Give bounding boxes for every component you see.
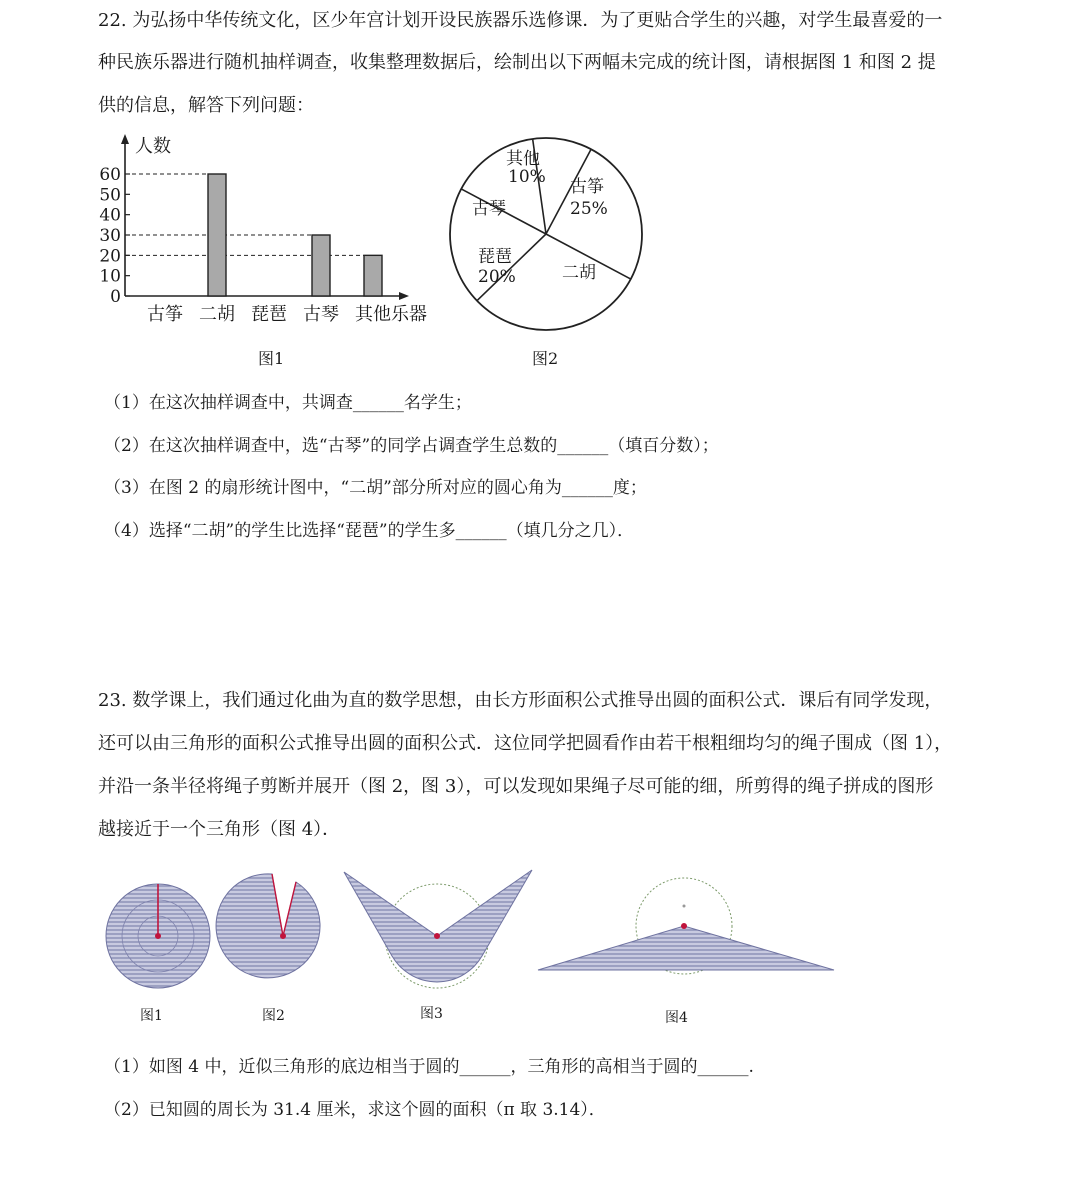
pie-label-guzheng: 古筝 <box>570 177 604 197</box>
rope-circle-figure-1 <box>106 884 210 988</box>
bar <box>364 255 382 296</box>
q23-intro-line-2: 还可以由三角形的面积公式推导出圆的面积公式．这位同学把圆看作由若干根粗细均匀的绳子围成（图 1）， <box>98 733 953 754</box>
y-tick-label: 30 <box>99 226 121 246</box>
y-tick-label: 50 <box>99 185 121 206</box>
figure-2-caption: 图2 <box>532 349 559 368</box>
bar <box>208 174 226 296</box>
rope-unroll-figure-3 <box>344 870 532 988</box>
pie-label-erhu: 二胡 <box>562 263 596 283</box>
rope-figures <box>100 860 860 1040</box>
q23-intro-line-4: 越接近于一个三角形（图 4）． <box>98 819 341 840</box>
pie-chart-figure-2 <box>440 128 660 348</box>
pie-label-pipa: 琵琶 <box>478 247 512 267</box>
pie-label-qita: 其他 <box>506 149 540 169</box>
y-tick-label: 20 <box>99 246 121 267</box>
pie-label-guqin: 古琴 <box>472 199 506 219</box>
rope-cut-figure-2 <box>216 874 320 978</box>
y-tick-label: 40 <box>99 205 121 226</box>
pie-pct-guzheng: 25% <box>570 199 608 219</box>
q23-question-1: （1）如图 4 中，近似三角形的底边相当于圆的______，三角形的高相当于圆的______. <box>104 1057 754 1077</box>
y-tick-label: 0 <box>110 287 121 307</box>
rope-figure-3-caption: 图3 <box>420 1006 443 1022</box>
rope-figure-2-caption: 图2 <box>262 1008 285 1024</box>
q22-intro-line-1: 22. 为弘扬中华传统文化，区少年宫计划开设民族器乐选修课．为了更贴合学生的兴趣，对学生最喜爱的一 <box>98 10 943 31</box>
x-tick-label: 二胡 <box>199 304 235 325</box>
x-tick-label: 其他 <box>355 304 391 325</box>
pie-pct-pipa: 20% <box>478 267 516 287</box>
q22-question-1: （1）在这次抽样调查中，共调查______名学生； <box>104 393 472 413</box>
y-axis-label: 人数 <box>135 136 171 157</box>
q22-question-3: （3）在图 2 的扇形统计图中，“二胡”部分所对应的圆心角为______度； <box>104 478 647 498</box>
rope-triangle-figure-4 <box>538 878 834 974</box>
q23-intro-line-3: 并沿一条半径将绳子剪断并展开（图 2，图 3），可以发现如果绳子尽可能的细，所剪得的绳子拼成的图形 <box>98 776 934 797</box>
pie-pct-qita: 10% <box>508 167 546 187</box>
x-tick-label: 古琴 <box>303 304 339 325</box>
bar-chart-figure-1 <box>95 130 435 370</box>
bar-chart-axes <box>125 138 405 296</box>
q22-question-2: （2）在这次抽样调查中，选“古琴”的同学占调查学生总数的______（填百分数）； <box>104 436 719 456</box>
y-tick-label: 60 <box>99 165 121 185</box>
q22-question-4: （4）选择“二胡”的学生比选择“琵琶”的学生多______（填几分之几）． <box>104 521 635 541</box>
q22-intro-line-3: 供的信息，解答下列问题： <box>98 95 314 116</box>
figure-1-caption: 图1 <box>258 349 285 368</box>
x-tick-label: 古筝 <box>147 304 183 325</box>
x-tick-label: 琵琶 <box>251 304 287 325</box>
q23-intro-line-1: 23. 数学课上，我们通过化曲为直的数学思想，由长方形面积公式推导出圆的面积公式．课后有同学发现， <box>98 690 943 711</box>
rope-figure-4-caption: 图4 <box>665 1010 688 1026</box>
x-axis-label: 乐器 <box>391 304 427 325</box>
q23-question-2: （2）已知圆的周长为 31.4 厘米，求这个圆的面积（π 取 3.14）． <box>104 1100 606 1120</box>
y-tick-label: 10 <box>99 266 121 287</box>
q22-intro-line-2: 种民族乐器进行随机抽样调查，收集整理数据后，绘制出以下两幅未完成的统计图，请根据图 1 和图 2 提 <box>98 52 936 73</box>
bar <box>312 235 330 296</box>
rope-figure-1-caption: 图1 <box>140 1008 163 1024</box>
x-axis-arrow-icon <box>399 292 409 300</box>
y-axis-arrow-icon <box>121 134 129 144</box>
